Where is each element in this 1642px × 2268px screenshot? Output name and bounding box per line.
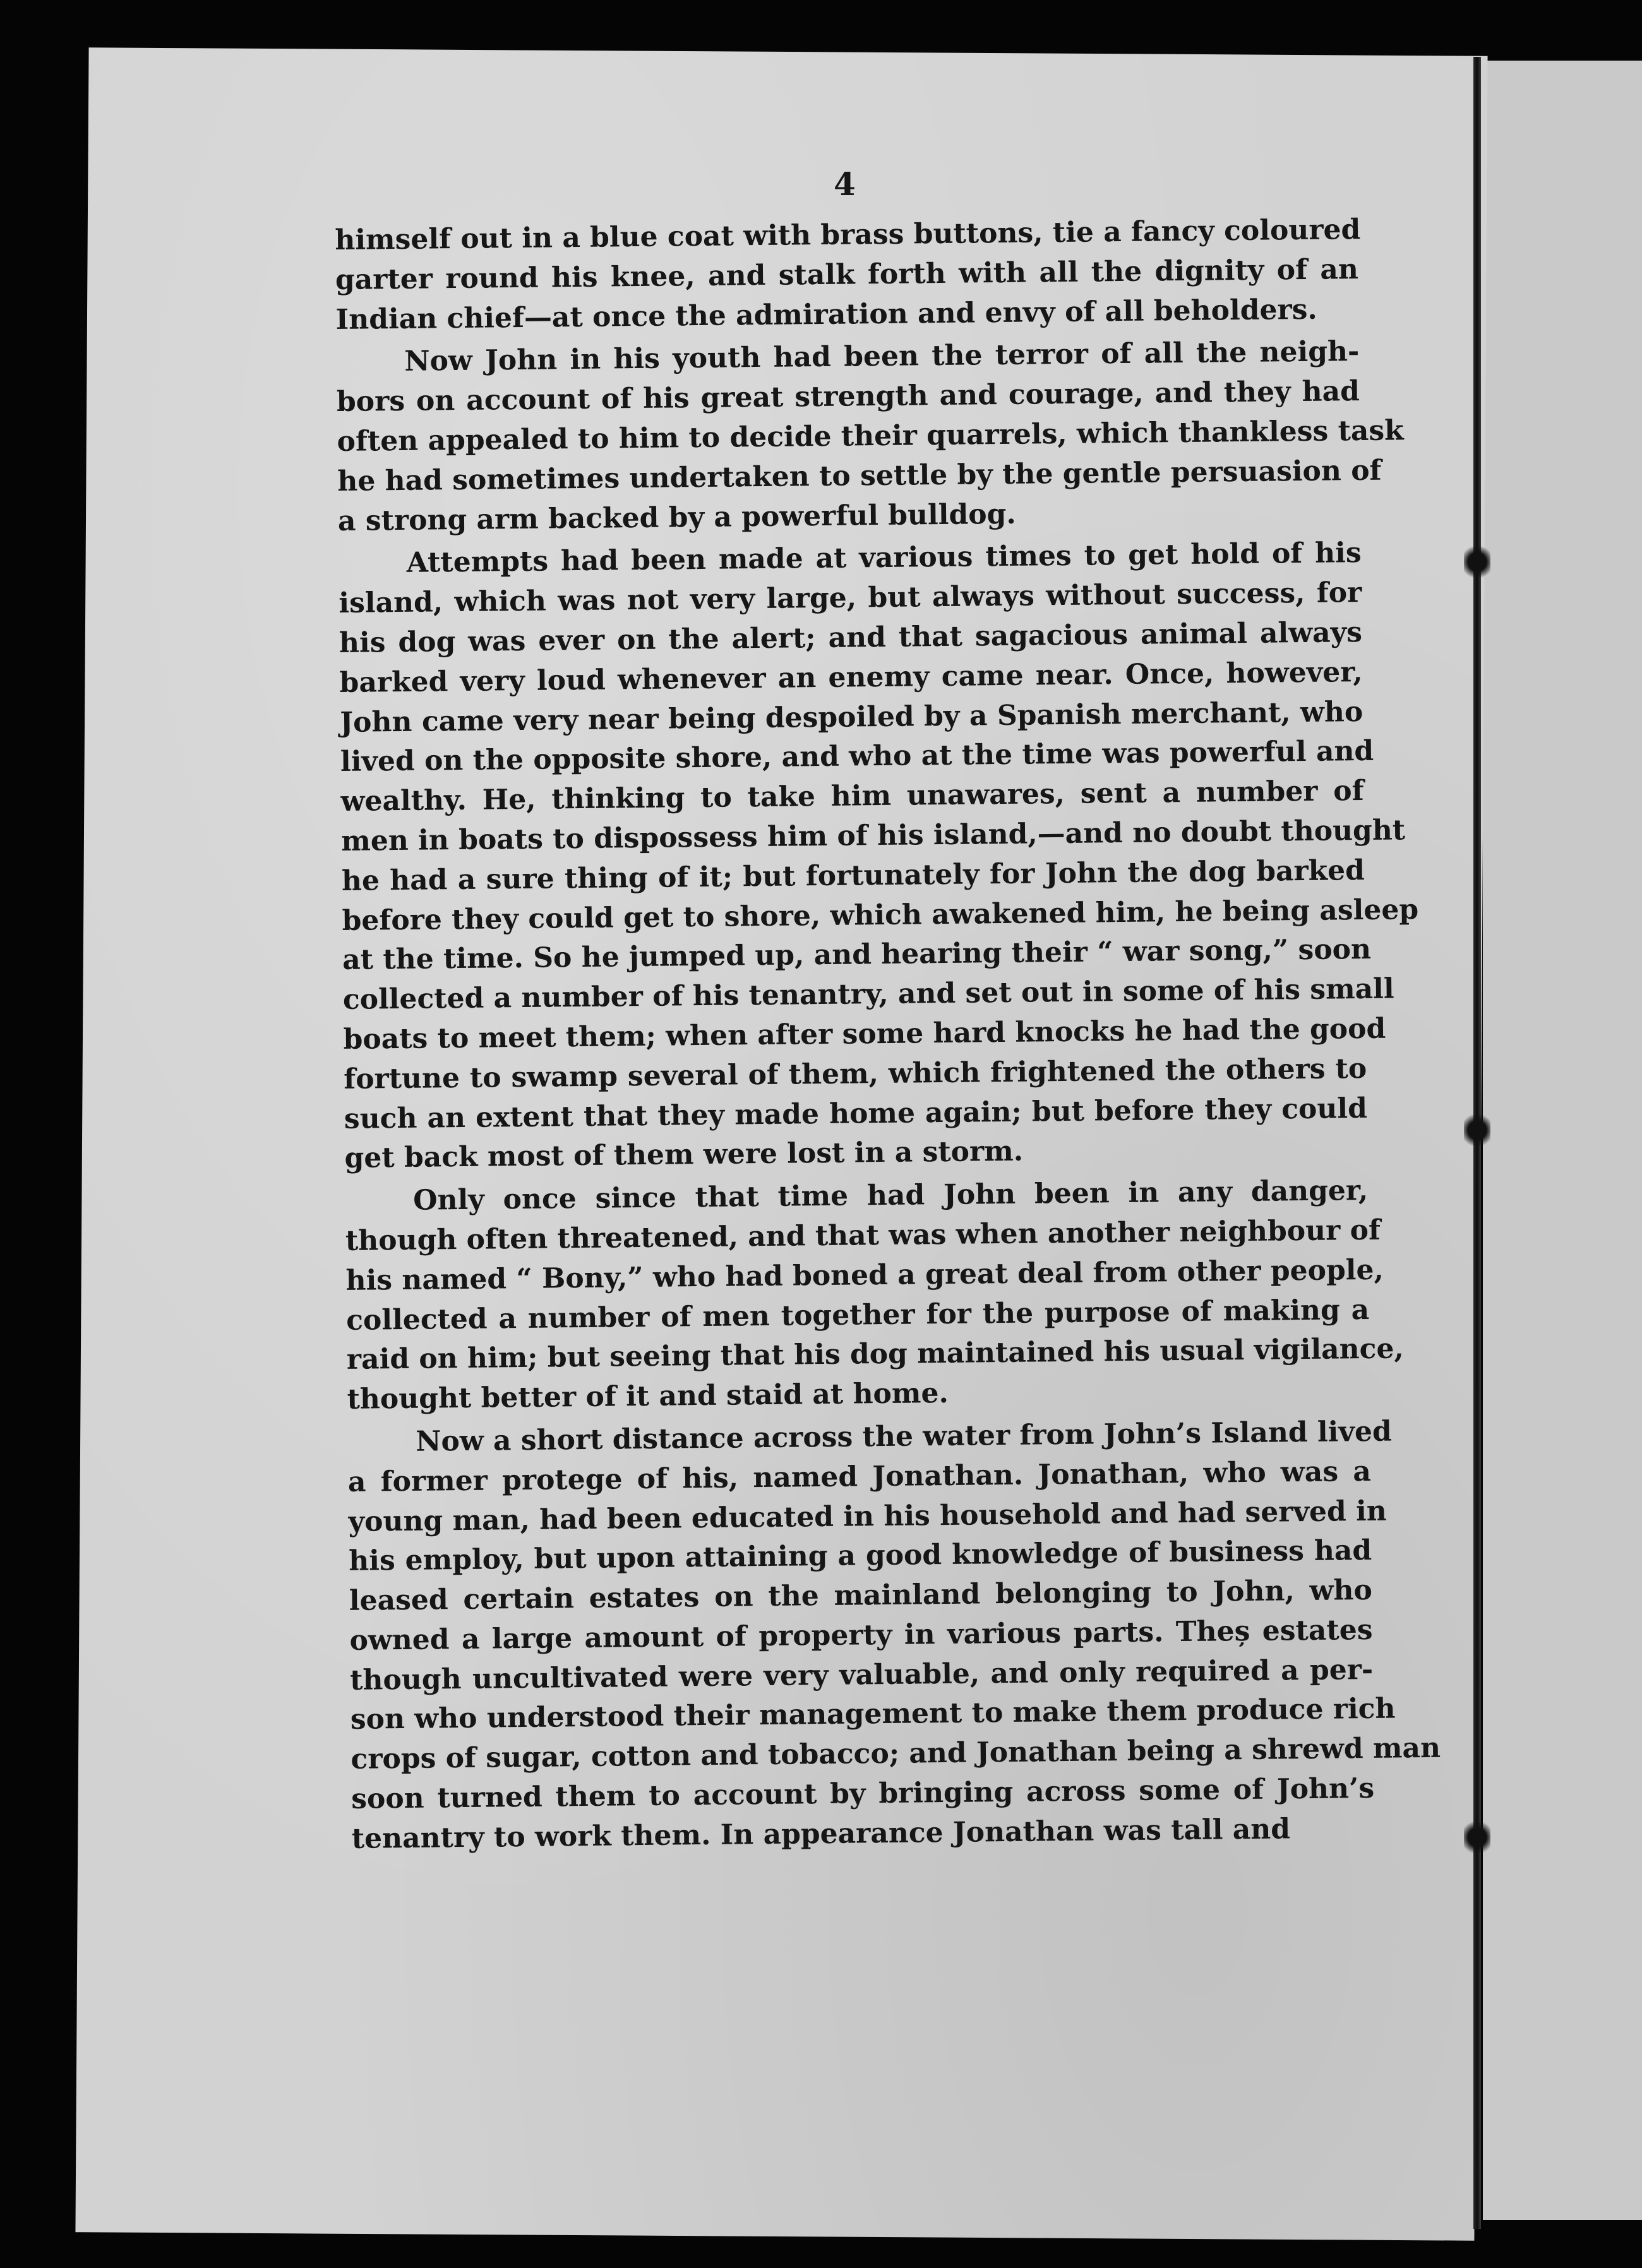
text-line: Attempts had been made at various times to get hold of his (406, 537, 1362, 580)
text-line: a former protege of his, named Jonathan. Jonathan, who was a (347, 1455, 1372, 1498)
text-line: collected a number of his tenantry, and set out in some of his small (342, 972, 1394, 1017)
binding-stitch (1464, 1818, 1490, 1856)
text-line: a strong arm backed by a powerful bulldog. (337, 498, 1016, 537)
text-line: men in boats to dispossess him of his island,—and no doubt thought (341, 814, 1406, 857)
text-line: lived on the opposite shore, and who at the time was powerful and (340, 735, 1374, 779)
text-line: at the time. So he jumped up, and hearing their “ war song,” soon (342, 933, 1372, 977)
text-line: Now John in his youth had been the terror of all the neigh- (404, 335, 1360, 378)
text-line: before they could get to shore, which awakened him, he being asleep (342, 893, 1419, 937)
text-line: fortune to swamp several of them, which frightened the others to (343, 1052, 1367, 1095)
paragraph (345, 1171, 1405, 1420)
text-line: raid on him; but seeing that his dog maintained his usual vigilance, (346, 1332, 1405, 1376)
text-line: garter round his knee, and stalk forth with all the dignity of an (335, 253, 1359, 296)
text-line: son who understood their management to make them produce rich (350, 1693, 1396, 1736)
text-line: though uncultivated were very valuable, and only required a per- (349, 1653, 1374, 1697)
text-line: collected a number of men together for the purpose of making a (345, 1293, 1370, 1337)
text-line: Now a short distance across the water from John’s Island lived (415, 1415, 1392, 1458)
paragraph (338, 534, 1419, 1179)
body-text (335, 210, 1441, 1862)
text-line: owned a large amount of property in various parts. Theș estates (349, 1613, 1373, 1657)
text-line: he had sometimes undertaken to settle by the gentle persuasion of (337, 454, 1382, 498)
text-line: Only once since that time had John been in any danger, (412, 1174, 1369, 1217)
text-line: soon turned them to account by bringing across some of John’s (351, 1772, 1375, 1815)
text-line: crops of sugar, cotton and tobacco; and Jonathan being a shrewd man (351, 1732, 1441, 1776)
text-line: leased certain estates on the mainland belonging to John, who (349, 1574, 1373, 1617)
text-line: himself out in a blue coat with brass buttons, tie a fancy coloured (335, 213, 1361, 256)
text-line: his dog was ever on the alert; and that sagacious animal always (339, 616, 1363, 659)
next-page-edge (1483, 61, 1642, 2220)
text-line: tenantry to work them. In appearance Jonathan was tall and (351, 1813, 1291, 1855)
paragraph (336, 332, 1404, 541)
binding-stitch (1464, 1111, 1490, 1149)
text-line: boats to meet them; when after some hard knocks he had the good (343, 1012, 1386, 1056)
text-line: bors on account of his great strength and courage, and they had (336, 375, 1360, 419)
text-line: he had a sure thing of it; but fortunately for John the dog barked (341, 854, 1365, 897)
text-line: thought better of it and staid at home. (347, 1377, 949, 1416)
text-line: barked very loud whenever an enemy came near. Once, however, (339, 655, 1363, 699)
text-line: his employ, but upon attaining a good knowledge of business had (348, 1534, 1372, 1578)
text-line: get back most of them were lost in a storm. (344, 1135, 1024, 1175)
text-line: such an extent that they made home again; but before they could (344, 1092, 1368, 1135)
text-line: island, which was not very large, but always without success, for (339, 576, 1362, 620)
text-line: though often threatened, and that was when another neighbour of (345, 1214, 1381, 1257)
text-line: often appealed to him to decide their quarrels, which thankless task (337, 414, 1404, 458)
page-number: 4 (834, 165, 856, 203)
text-line: Indian chief—at once the admiration and envy of all beholders. (335, 293, 1317, 336)
text-line: his named “ Bony,” who had boned a great deal from other people, (345, 1253, 1384, 1297)
paragraph (335, 210, 1359, 340)
text-line: wealthy. He, thinking to take him unawares, sent a number of (340, 775, 1364, 818)
text-line: John came very near being despoiled by a Spanish merchant, who (340, 695, 1363, 739)
text-line: young man, had been educated in his household and had served in (348, 1495, 1387, 1538)
paragraph (347, 1412, 1441, 1859)
binding-stitch (1464, 543, 1490, 581)
